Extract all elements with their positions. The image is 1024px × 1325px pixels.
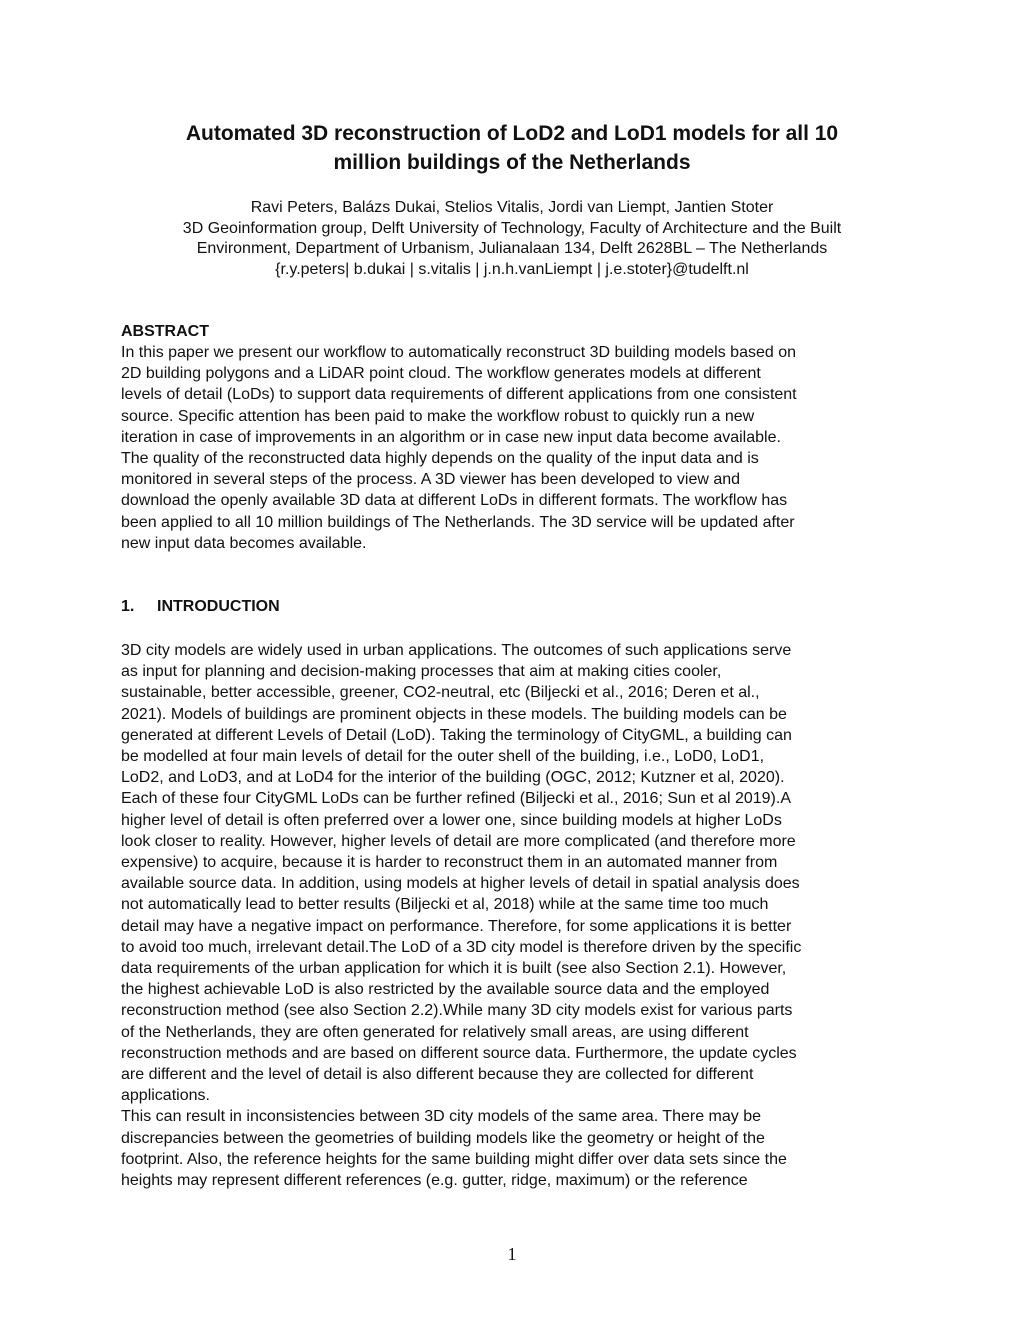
abstract-line: In this paper we present our workflow to automatically reconstruct 3D building models based on <box>121 344 797 361</box>
abstract-line: new input data becomes available. <box>121 534 367 552</box>
section-number: 1. <box>121 598 135 615</box>
title-line: Automated 3D reconstruction of LoD2 and LoD1 models for all 10 <box>185 122 839 145</box>
introduction-line: of the Netherlands, they are often generated for relatively small areas, are using different <box>121 1023 749 1041</box>
author-list: Ravi Peters, Balázs Dukai, Stelios Vitalis, Jordi van Liempt, Jantien Stoter <box>250 199 774 216</box>
section-title: INTRODUCTION <box>157 598 280 615</box>
abstract-body <box>121 342 911 554</box>
introduction-line: LoD2, and LoD3, and at LoD4 for the interior of the building (OGC, 2012; Kutzner et al, 2020). <box>121 769 785 787</box>
introduction-line: detail may have a negative impact on performance. Therefore, for some applications it is better <box>121 917 792 935</box>
abstract-line: levels of detail (LoDs) to support data requirements of different applications from one consistent <box>121 386 797 404</box>
introduction-line: higher level of detail is often preferred over a lower one, since building models at higher LoDs <box>121 811 782 829</box>
abstract-line: 2D building polygons and a LiDAR point cloud. The workflow generates models at different <box>121 365 761 383</box>
introduction-line: Each of these four CityGML LoDs can be further refined (Biljecki et al., 2016; Sun et al 2019).A <box>121 790 791 808</box>
introduction-line: heights may represent different references (e.g. gutter, ridge, maximum) or the reference <box>121 1172 748 1190</box>
introduction-line: as input for planning and decision-making processes that aim at making cities cooler, <box>121 663 722 681</box>
introduction-body <box>121 640 911 1191</box>
page-number: 1 <box>507 1244 517 1264</box>
introduction-line: This can result in inconsistencies between 3D city models of the same area. There may be <box>121 1108 762 1126</box>
introduction-line: are different and the level of detail is also different because they are collected for different <box>121 1066 754 1084</box>
introduction-line: sustainable, better accessible, greener, CO2-neutral, etc (Biljecki et al., 2016; Deren et al., <box>121 684 760 702</box>
introduction-line: reconstruction methods and are based on different source data. Furthermore, the update cycles <box>121 1044 797 1062</box>
introduction-line: 3D city models are widely used in urban applications. The outcomes of such applications serve <box>121 642 792 659</box>
abstract-heading: ABSTRACT <box>121 323 209 340</box>
introduction-line: discrepancies between the geometries of building models like the geometry or height of the <box>121 1129 765 1147</box>
abstract-line: source. Specific attention has been paid to make the workflow robust to quickly run a new <box>121 407 755 425</box>
introduction-line: to avoid too much, irrelevant detail.The LoD of a 3D city model is therefore driven by the specific <box>121 938 802 956</box>
introduction-line: reconstruction method (see also Section 2.2).While many 3D city models exist for various parts <box>121 1002 793 1020</box>
introduction-line: be modelled at four main levels of detail for the outer shell of the building, i.e., LoD0, LoD1, <box>121 748 765 766</box>
introduction-line: footprint. Also, the reference heights for the same building might differ over data sets since the <box>121 1150 787 1168</box>
author-emails: {r.y.peters| b.dukai | s.vitalis | j.n.h.vanLiempt | j.e.stoter}@tudelft.nl <box>275 260 749 278</box>
affiliation-line: Environment, Department of Urbanism, Julianalaan 134, Delft 2628BL – The Netherlands <box>196 240 828 257</box>
introduction-line: not automatically lead to better results (Biljecki et al, 2018) while at the same time too much <box>121 896 769 914</box>
author-block <box>110 198 914 280</box>
affiliation-line: 3D Geoinformation group, Delft University of Technology, Faculty of Architecture and the Built <box>182 219 842 237</box>
introduction-line: the highest achievable LoD is also restricted by the available source data and the employed <box>121 981 770 999</box>
abstract-line: The quality of the reconstructed data highly depends on the quality of the input data and is <box>121 450 759 468</box>
title-line: million buildings of the Netherlands <box>333 151 691 174</box>
abstract-line: monitored in several steps of the process. A 3D viewer has been developed to view and <box>121 471 741 489</box>
introduction-heading <box>121 596 280 617</box>
abstract-line: iteration in case of improvements in an algorithm or in case new input data become available. <box>121 428 781 446</box>
introduction-line: applications. <box>121 1087 210 1105</box>
introduction-line: data requirements of the urban application for which it is built (see also Section 2.1). However, <box>121 960 787 978</box>
introduction-line: 2021). Models of buildings are prominent objects in these models. The building models can be <box>121 705 787 723</box>
introduction-line: look closer to reality. However, higher levels of detail are more complicated (and therefore more <box>121 832 796 850</box>
abstract-line: download the openly available 3D data at different LoDs in different formats. The workflow has <box>121 492 788 510</box>
introduction-line: expensive) to acquire, because it is harder to reconstruct them in an automated manner from <box>121 854 778 872</box>
paper-title <box>120 119 904 177</box>
abstract-line: been applied to all 10 million buildings of The Netherlands. The 3D service will be updated after <box>121 513 795 531</box>
introduction-line: available source data. In addition, using models at higher levels of detail in spatial analysis does <box>121 875 800 893</box>
introduction-line: generated at different Levels of Detail (LoD). Taking the terminology of CityGML, a building can <box>121 726 792 744</box>
